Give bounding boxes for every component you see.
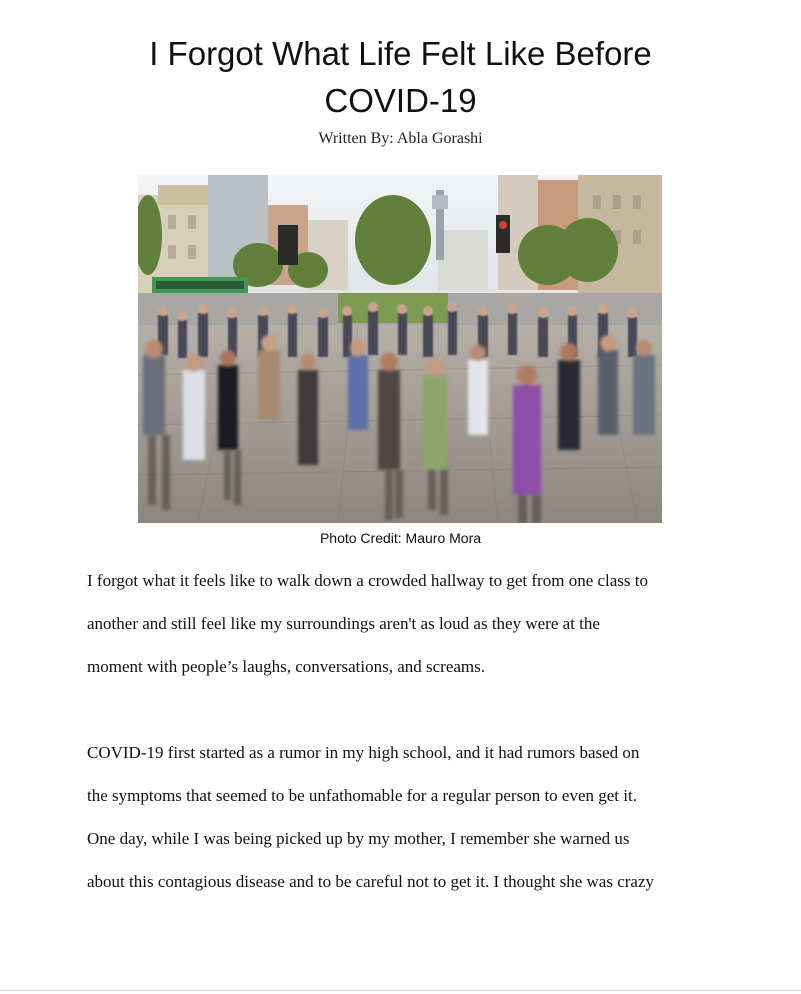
paragraph-1 (87, 570, 727, 699)
article-photo (138, 175, 662, 523)
article-title-line-1: I Forgot What Life Felt Like Before (149, 35, 652, 72)
paragraph-2-line: about this contagious disease and to be careful not to get it. I thought she was crazy (87, 872, 654, 891)
article-title (0, 30, 801, 124)
paragraph-1-line: another and still feel like my surroundings aren't as loud as they were at the (87, 614, 600, 633)
paragraph-2-line: One day, while I was being picked up by my mother, I remember she warned us (87, 829, 630, 848)
paragraph-2-line: COVID-19 first started as a rumor in my high school, and it had rumors based on (87, 743, 640, 762)
paragraph-2-line: the symptoms that seemed to be unfathomable for a regular person to even get it. (87, 786, 637, 805)
page-bottom-divider (0, 990, 801, 991)
paragraph-1-line: I forgot what it feels like to walk down a crowded hallway to get from one class to (87, 571, 649, 590)
paragraph-2 (87, 742, 727, 914)
paragraph-1-line: moment with people’s laughs, conversations, and screams. (87, 657, 485, 676)
photo-caption: Photo Credit: Mauro Mora (319, 530, 482, 546)
article-title-line-2: COVID-19 (324, 82, 477, 119)
crowd-street-photo (138, 175, 662, 523)
article-byline: Written By: Abla Gorashi (318, 130, 483, 147)
